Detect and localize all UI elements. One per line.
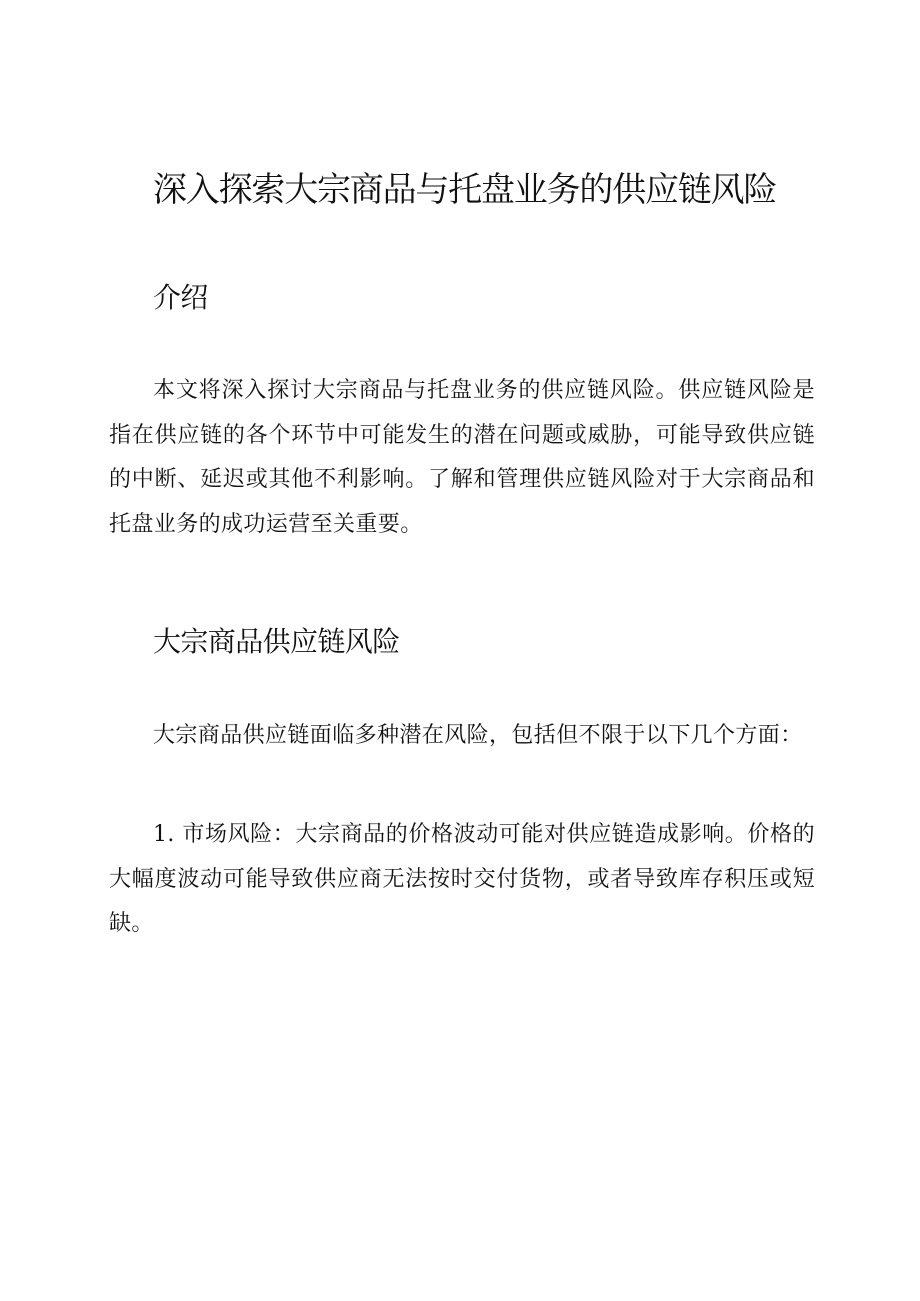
commodity-risk-overview-paragraph: 大宗商品供应链面临多种潜在风险，包括但不限于以下几个方面： — [153, 723, 803, 748]
section-heading-commodity-supply-chain-risk: 大宗商品供应链风险 — [153, 625, 400, 658]
section-heading-introduction: 介绍 — [153, 281, 208, 314]
introduction-paragraph: 本文将深入探讨大宗商品与托盘业务的供应链风险。供应链风险是指在供应链的各个环节中可能发生的潜在问题或威胁，可能导致供应链的中断、延迟或其他不利影响。了解和管理供应链风险对于大宗商品和托盘业务的成功运营至关重要。 — [109, 378, 815, 537]
document-title: 深入探索大宗商品与托盘业务的供应链风险 — [153, 170, 777, 210]
market-risk-paragraph: 1. 市场风险：大宗商品的价格波动可能对供应链造成影响。价格的大幅度波动可能导致供应商无法按时交付货物，或者导致库存积压或短缺。 — [109, 822, 815, 937]
